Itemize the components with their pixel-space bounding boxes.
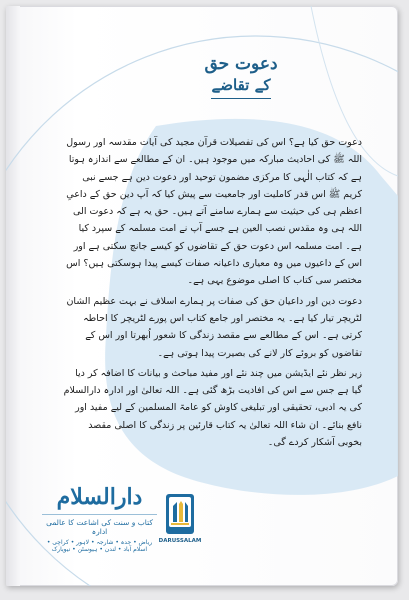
logo-caption: DARUSSALAM bbox=[158, 538, 202, 544]
darussalam-logo-icon bbox=[164, 492, 196, 536]
blurb-paragraph-1: دعوت حق کیا ہے؟ اس کی تفصیلات قرآن مجید کی آیات مقدسہ اور رسول اللہ ﷺ کی احادیث مبارکہ میں موجود ہیں۔ ان کے مطالعے سے اندازہ ہوتا ہے کہ کتاب الٰہی کا مرکزی مضمون توحید اور دعوت دین ہے جسے نبی کریم ﷺ اس قدر کاملیت اور جامعیت سے پیش کیا کہ آپ دین حق کے داعیِ اعظم ہی کی حیثیت سے ہمارے سامنے آتے ہیں۔ حق یہ ہے کہ دعوت الی اللہ ہی وہ مقدس نصب العین ہے جسے آپ نے امت مسلمہ کے سپرد کیا ہے۔ امت مسلمہ اس دعوت حق کے تقاضوں کو کیسے جانچ سکتی ہے اور اس کے داعیوں میں وہ معیاری داعیانہ صفات کیسے پیدا ہوسکتی ہیں؟ اس مختصر سی کتاب کا اصلی موضوع یہی ہے۔ bbox=[66, 137, 362, 287]
blurb-paragraph-3: زیر نظر نئے ایڈیشن میں چند نئے اور مفید مباحث و بیانات کا اضافہ کر دیا گیا ہے جس سے اس کی افادیت بڑھ گئی ہے۔ اللہ تعالیٰ اور ادارہ دارالسلام کی یہ ادبی، تحقیقی اور تبلیغی کاوش کو عامۃ المسلمین کے لیے مفید اور نافع بنائے۔ ان شاء اللہ تعالیٰ یہ کتاب قارئین پر زندگی کا اصلی مقصد بخوبی آشکار کردے گی۔ bbox=[63, 367, 362, 449]
publisher-tagline: کتاب و سنت کی اشاعت کا عالمی ادارہ bbox=[42, 514, 157, 536]
blurb-paragraph-2: دعوت دین اور داعیان حق کی صفات پر ہمارے اسلاف نے بہت عظیم الشان لٹریچر تیار کیا ہے۔ یہ مختصر اور جامع کتاب اس پورے لٹریچر کا احاطہ کرتی ہے۔ اس کے مطالعے سے مقصد زندگی کا شعور اُبھرتا اور اس کے تقاضوں کو بروئے کار لانے کی بصیرت پیدا ہوتی ہے۔ bbox=[66, 295, 362, 359]
blurb-text bbox=[62, 134, 362, 454]
publisher-name: دارالسلام bbox=[56, 484, 143, 510]
book-back-cover bbox=[6, 6, 398, 586]
title-divider bbox=[211, 98, 271, 99]
publisher-cities: ریاض • جدہ • شارجہ • لاہور • کراچی • اسلام آباد • لندن • ہیوسٹن • نیویارک bbox=[46, 539, 153, 553]
title-line-1: دعوت حق bbox=[204, 54, 278, 74]
publisher-block bbox=[42, 484, 157, 553]
cover-title bbox=[201, 54, 281, 99]
title-line-2: کے تقاضے bbox=[211, 76, 271, 94]
